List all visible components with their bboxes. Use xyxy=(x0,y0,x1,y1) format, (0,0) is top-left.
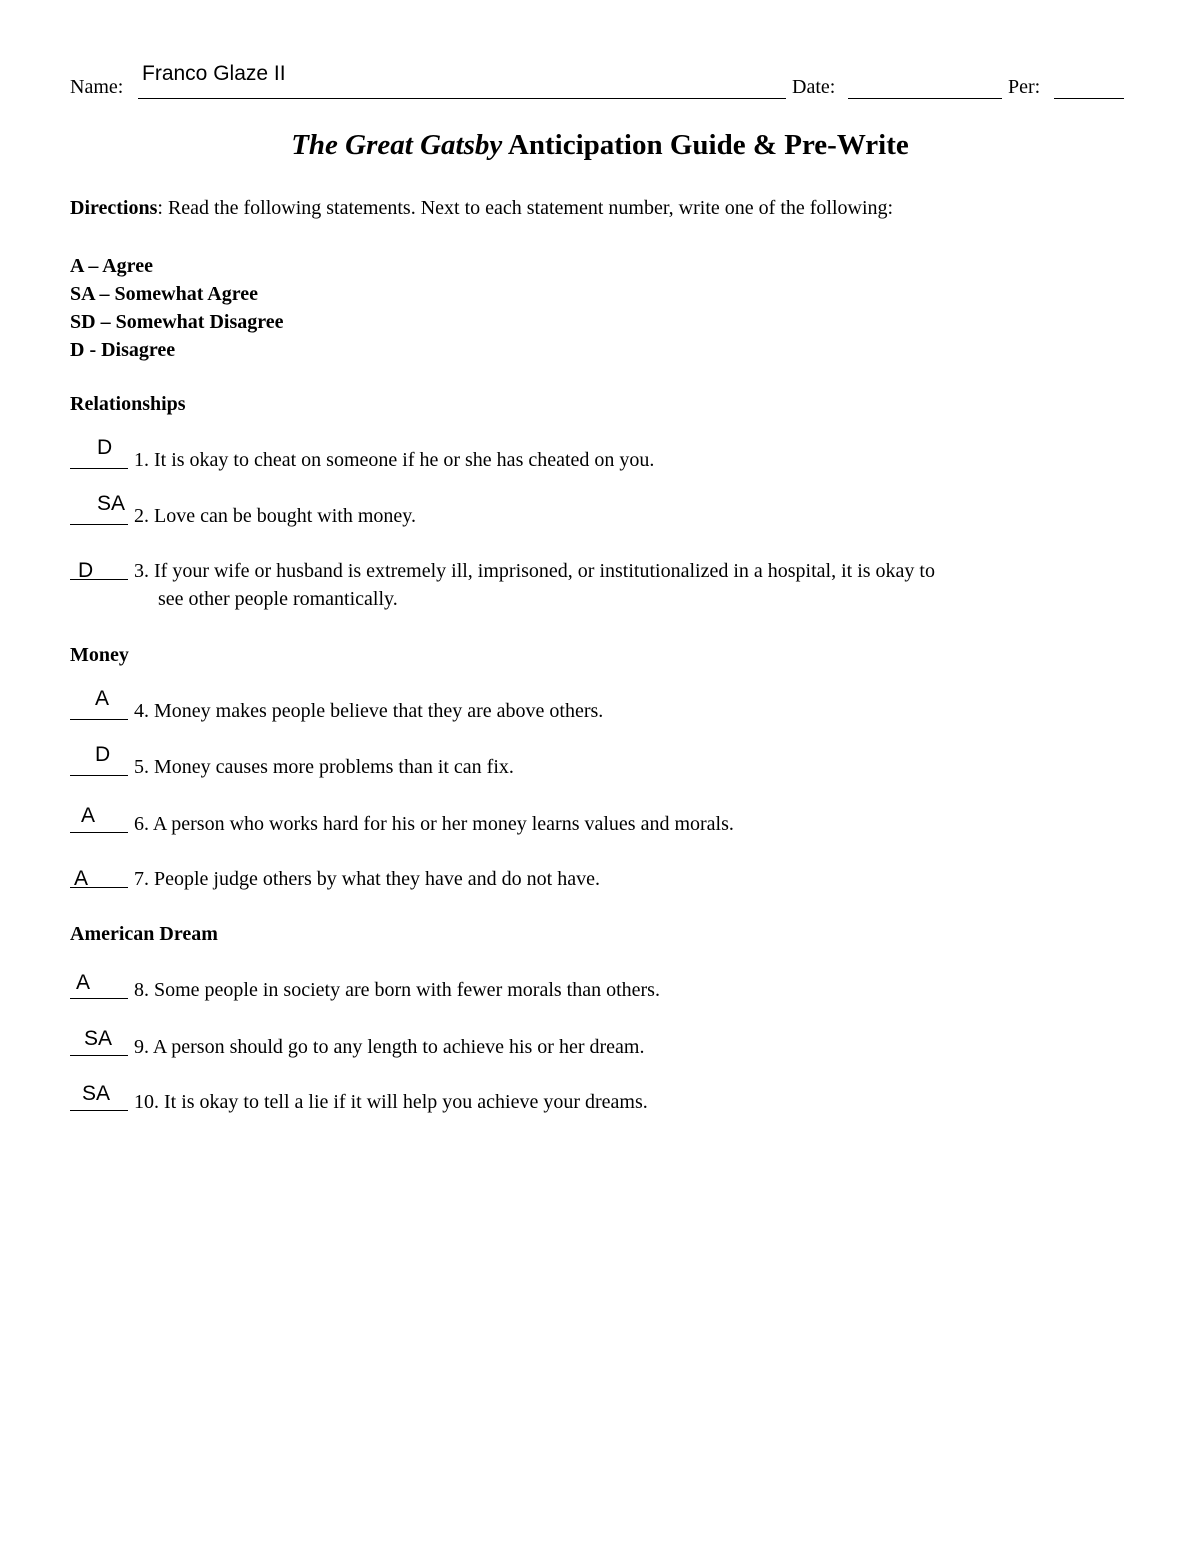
answer-blank[interactable] xyxy=(70,804,128,833)
answer-value: A xyxy=(76,971,91,994)
key-somewhat-agree: SA – Somewhat Agree xyxy=(70,283,258,305)
answer-value: A xyxy=(81,804,96,827)
section-heading-relationships: Relationships xyxy=(70,393,186,415)
statement-text: A person should go to any length to achieve his or her dream. xyxy=(152,1036,645,1058)
name-value: Franco Glaze II xyxy=(142,62,286,85)
answer-value: D xyxy=(95,743,111,766)
statement-text: Money causes more problems than it can fix. xyxy=(154,756,514,778)
answer-blank[interactable] xyxy=(70,557,128,580)
answer-blank[interactable] xyxy=(70,865,128,888)
answer-key xyxy=(70,252,284,364)
statement-number: 7. xyxy=(134,868,149,890)
statement-text: It is okay to cheat on someone if he or she has cheated on you. xyxy=(154,449,655,471)
period-label: Per: xyxy=(1008,76,1041,98)
key-disagree: D - Disagree xyxy=(70,339,176,361)
answer-blank[interactable] xyxy=(70,743,128,776)
directions-text: : Read the following statements. Next to each statement number, write one of the following: xyxy=(157,197,894,219)
statement-number: 2. xyxy=(134,505,149,527)
statement-6 xyxy=(70,804,1110,838)
directions xyxy=(70,196,893,220)
answer-blank[interactable] xyxy=(70,1082,128,1111)
statement-8 xyxy=(70,971,1110,1004)
statement-3 xyxy=(70,557,1110,613)
statement-number: 5. xyxy=(134,756,149,778)
key-agree: A – Agree xyxy=(70,255,153,277)
answer-value: A xyxy=(95,687,110,710)
answer-value: SA xyxy=(82,1082,111,1105)
statement-continuation: see other people romantically. xyxy=(158,588,398,610)
statement-number: 3. xyxy=(134,560,149,582)
statement-1 xyxy=(70,436,1110,474)
section-heading-money: Money xyxy=(70,644,129,666)
statement-9 xyxy=(70,1027,1110,1061)
header-fields xyxy=(70,62,1124,102)
name-line xyxy=(138,98,786,99)
statement-text: It is okay to tell a lie if it will help you achieve your dreams. xyxy=(164,1091,648,1113)
statement-number: 4. xyxy=(134,700,149,722)
statement-5 xyxy=(70,743,1110,781)
title-rest: Anticipation Guide & Pre-Write xyxy=(507,129,909,161)
statement-number: 10. xyxy=(134,1091,159,1113)
title-book-name: The Great Gatsby xyxy=(291,129,503,161)
period-line xyxy=(1054,98,1124,99)
directions-label: Directions xyxy=(70,197,158,219)
answer-blank[interactable] xyxy=(70,971,128,999)
section-heading-american-dream: American Dream xyxy=(70,923,218,945)
answer-value: A xyxy=(74,867,89,890)
date-line xyxy=(848,98,1002,99)
answer-value: D xyxy=(78,559,94,582)
answer-blank[interactable] xyxy=(70,687,128,720)
statement-number: 8. xyxy=(134,979,149,1001)
name-label: Name: xyxy=(70,76,124,98)
answer-value: D xyxy=(97,436,113,459)
statement-text: Love can be bought with money. xyxy=(154,505,416,527)
statement-4 xyxy=(70,687,1110,725)
page-title xyxy=(0,128,1200,162)
statement-number: 1. xyxy=(134,449,149,471)
answer-blank[interactable] xyxy=(70,436,128,469)
answer-blank[interactable] xyxy=(70,492,128,525)
statement-text: People judge others by what they have and do not have. xyxy=(154,868,600,890)
statement-text: Some people in society are born with fewer morals than others. xyxy=(154,979,660,1001)
answer-value: SA xyxy=(84,1027,113,1050)
statement-7 xyxy=(70,865,1110,893)
date-label: Date: xyxy=(792,76,836,98)
statement-2 xyxy=(70,492,1110,530)
key-somewhat-disagree: SD – Somewhat Disagree xyxy=(70,311,284,333)
statement-10 xyxy=(70,1082,1110,1116)
answer-value: SA xyxy=(97,492,126,515)
statement-number: 9. xyxy=(134,1036,149,1058)
statement-text: A person who works hard for his or her money learns values and morals. xyxy=(152,813,734,835)
statement-text: If your wife or husband is extremely ill, imprisoned, or institutionalized in a hospital, it is okay to xyxy=(154,560,935,582)
answer-blank[interactable] xyxy=(70,1027,128,1056)
statement-number: 6. xyxy=(134,813,149,835)
statement-text: Money makes people believe that they are above others. xyxy=(154,700,604,722)
